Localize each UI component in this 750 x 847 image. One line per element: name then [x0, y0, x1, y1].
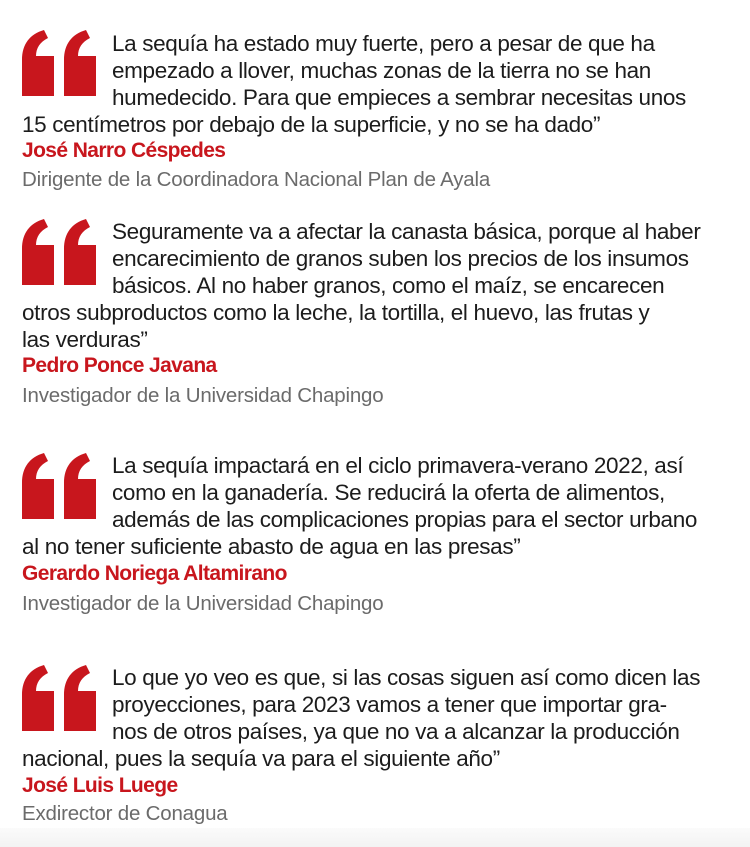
quote-text-line: proyecciones, para 2023 vamos a tener que importar gra-	[112, 692, 667, 717]
quote-text-line: empezado a llover, muchas zonas de la tierra no se han	[112, 58, 651, 83]
speaker-role: Investigador de la Universidad Chapingo	[22, 592, 384, 615]
quote-text-line: al no tener suficiente abasto de agua en las presas”	[22, 534, 521, 559]
speaker-role: Dirigente de la Coordinadora Nacional Plan de Ayala	[22, 168, 491, 191]
speaker-role: Investigador de la Universidad Chapingo	[22, 384, 384, 407]
quote-text-line: nacional, pues la sequía va para el siguiente año”	[22, 746, 500, 771]
quote-text-line: como en la ganadería. Se reducirá la oferta de alimentos,	[112, 480, 665, 505]
speaker-name: Pedro Ponce Javana	[22, 354, 217, 377]
quote-text-line: Lo que yo veo es que, si las cosas siguen así como dicen las	[112, 665, 701, 690]
open-quote-icon	[22, 30, 98, 96]
quote-text-line: 15 centímetros por debajo de la superficie, y no se ha dado”	[22, 112, 601, 137]
bottom-band	[0, 828, 750, 847]
quote-text-line: encarecimiento de granos suben los precios de los insumos	[112, 246, 689, 271]
quote-text-line: Seguramente va a afectar la canasta básica, porque al haber	[112, 219, 701, 244]
quote-text-line: humedecido. Para que empieces a sembrar necesitas unos	[112, 85, 686, 110]
quote-text-line: las verduras”	[22, 327, 148, 352]
open-quote-icon	[22, 219, 98, 285]
speaker-name: José Luis Luege	[22, 774, 178, 797]
speaker-role: Exdirector de Conagua	[22, 802, 228, 825]
quote-text-line: La sequía impactará en el ciclo primavera-verano 2022, así	[112, 453, 684, 478]
quote-text-line: nos de otros países, ya que no va a alcanzar la producción	[112, 719, 680, 744]
open-quote-icon	[22, 453, 98, 519]
quote-text-line: además de las complicaciones propias para el sector urbano	[112, 507, 698, 532]
speaker-name: José Narro Céspedes	[22, 139, 226, 162]
quote-text-line: La sequía ha estado muy fuerte, pero a pesar de que ha	[112, 31, 655, 56]
speaker-name: Gerardo Noriega Altamirano	[22, 562, 287, 585]
open-quote-icon	[22, 665, 98, 731]
quote-text-line: básicos. Al no haber granos, como el maíz, se encarecen	[112, 273, 665, 298]
quote-text-line: otros subproductos como la leche, la tortilla, el huevo, las frutas y	[22, 300, 650, 325]
